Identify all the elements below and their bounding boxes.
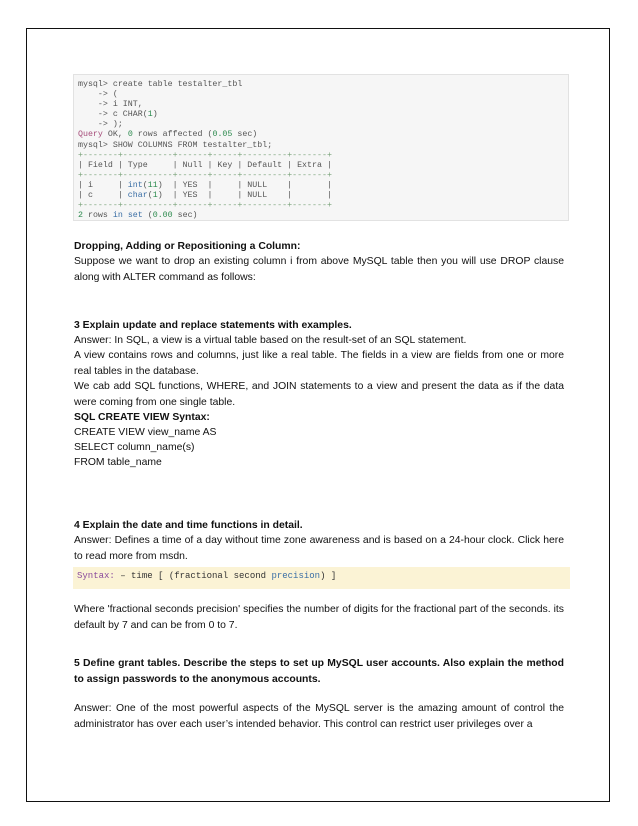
- syntax-label: Syntax:: [77, 571, 115, 581]
- code-line: [78, 161, 564, 171]
- code-token: 11: [147, 180, 158, 190]
- code-token: char: [127, 191, 148, 201]
- section-3-heading: 3 Explain update and replace statements with examples.: [74, 320, 352, 331]
- code-line: [78, 201, 564, 211]
- section-drop-heading: Dropping, Adding or Repositioning a Column:: [74, 241, 301, 252]
- section-4-answer: Answer: Defines a time of a day without time zone awareness and is based on a 24-hour clock. Click here to read more from msdn.: [74, 535, 564, 562]
- code-line: [78, 120, 564, 130]
- section-3-syntax-line-2: SELECT column_name(s): [74, 442, 195, 453]
- code-line: [78, 181, 564, 191]
- section-3-paragraph-2: We cab add SQL functions, WHERE, and JOIN statements to a view and present the data as if the data were coming from one single table.: [74, 381, 564, 408]
- code-token: 1: [147, 110, 153, 120]
- section-drop-body: Suppose we want to drop an existing column i from above MySQL table then you will use DROP clause along with ALTER command as follows:: [74, 256, 564, 283]
- code-token: ): [152, 110, 158, 120]
- syntax-end: ) ]: [320, 571, 337, 581]
- code-token: mysql> SHOW COLUMNS FROM testalter_tbl;: [78, 140, 273, 150]
- code-token: (: [142, 211, 153, 221]
- code-token: -> );: [78, 120, 123, 130]
- code-token: 2: [78, 211, 83, 221]
- code-token: | Field | Type | Null | Key | Default | Extra |: [78, 160, 332, 170]
- section-3-answer: Answer: In SQL, a view is a virtual table based on the result-set of an SQL statement.: [74, 335, 467, 346]
- code-token: (: [142, 180, 148, 190]
- code-token: set: [127, 211, 143, 221]
- code-token: (: [147, 191, 153, 201]
- section-5-answer: Answer: One of the most powerful aspects of the MySQL server is the amazing amount of control the administrator has over each user’s intended behavior. This control can restrict user privileges over a: [74, 703, 564, 730]
- section-3-syntax-line-3: FROM table_name: [74, 457, 162, 468]
- section-5-heading: 5 Define grant tables. Describe the steps to set up MySQL user accounts. Also explain the method to assign passwords to the anonymous accounts.: [74, 658, 564, 685]
- code-token: Query: [78, 130, 103, 140]
- code-line: [78, 90, 564, 100]
- code-token: +-------+----------+------+-----+---------+-------+: [78, 170, 332, 180]
- section-4-heading: 4 Explain the date and time functions in detail.: [74, 520, 303, 531]
- code-token: rows: [82, 211, 113, 221]
- code-block: [73, 74, 569, 221]
- syntax-text: – time [ (fractional second: [114, 571, 272, 581]
- code-token: OK,: [102, 130, 128, 140]
- code-token: -> c CHAR(: [78, 110, 148, 120]
- code-line: [78, 80, 564, 90]
- code-token: sec): [172, 211, 198, 221]
- section-3-syntax-line-1: CREATE VIEW view_name AS: [74, 427, 217, 438]
- code-token: int: [127, 180, 143, 190]
- code-token: ) | YES | | NULL | |: [157, 180, 332, 190]
- code-line: [78, 141, 564, 151]
- code-token: 0.05: [212, 130, 233, 140]
- section-4-note: Where 'fractional seconds precision' specifies the number of digits for the fractional part of the seconds. its default by 7 and can be from 0 to 7.: [74, 604, 564, 631]
- code-token: -> (: [78, 90, 118, 100]
- code-token: in: [112, 211, 123, 221]
- code-token: -> i INT,: [78, 100, 143, 110]
- code-token: +-------+----------+------+-----+---------+-------+: [78, 150, 332, 160]
- code-line: [78, 191, 564, 201]
- code-token: 0.00: [152, 211, 173, 221]
- syntax-box: [73, 567, 570, 589]
- section-3-syntax-heading: SQL CREATE VIEW Syntax:: [74, 412, 210, 423]
- code-line: [78, 130, 564, 140]
- code-line: [78, 100, 564, 110]
- code-token: 1: [152, 191, 158, 201]
- code-token: rows affected (: [132, 130, 213, 140]
- code-token: | c |: [78, 191, 128, 201]
- code-token: +-------+----------+------+-----+---------+-------+: [78, 201, 332, 211]
- code-token: mysql> create table testalter_tbl: [78, 80, 243, 89]
- syntax-keyword: precision: [271, 571, 321, 581]
- code-token: ) | YES | | NULL | |: [157, 191, 332, 201]
- code-line: [78, 151, 564, 161]
- code-line: [78, 211, 564, 221]
- code-token: | i |: [78, 180, 128, 190]
- code-line: [78, 110, 564, 120]
- code-token: sec): [232, 130, 258, 140]
- code-line: [78, 171, 564, 181]
- code-token: 0: [127, 130, 133, 140]
- section-3-paragraph-1: A view contains rows and columns, just like a real table. The fields in a view are fields from one or more real tables in the database.: [74, 350, 564, 377]
